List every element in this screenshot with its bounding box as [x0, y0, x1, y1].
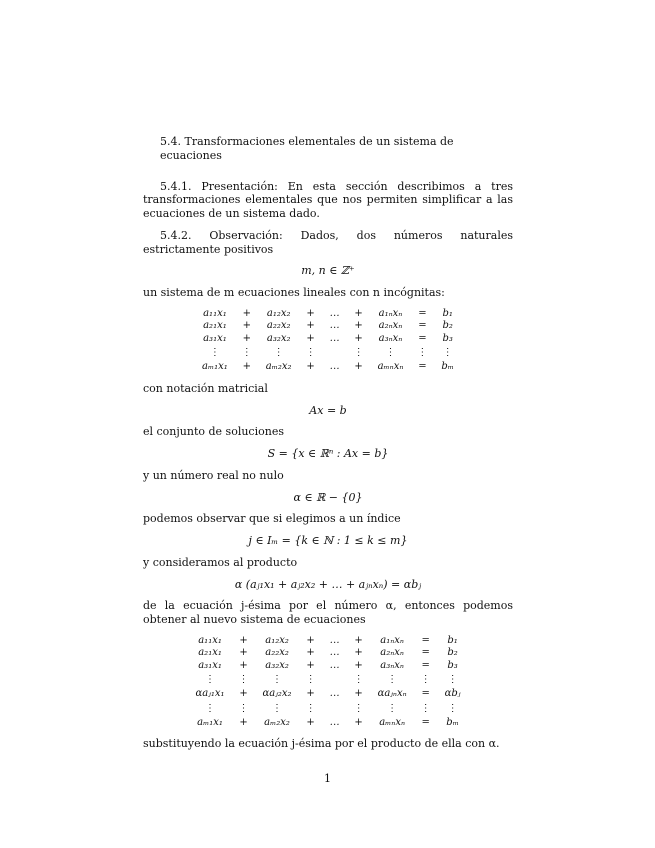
equation-cell: +: [239, 647, 248, 659]
equation-cell: +: [239, 659, 248, 671]
equation-row: [195, 361, 461, 374]
equation-cell: αbⱼ: [444, 688, 461, 700]
equation-cell: [323, 672, 347, 688]
equation-cell: a₁₁x₁: [203, 307, 227, 319]
equation-row: [189, 672, 468, 688]
equation-cell: +: [306, 320, 315, 332]
equation-cell: ⋮: [353, 702, 364, 714]
equation-cell: =: [421, 659, 430, 671]
paragraph-text: En esta sección describimos a tres transformaciones elementales que nos permiten simplificar a las ecuaciones de un sistema dado.: [143, 179, 514, 220]
paragraph-presentacion: [143, 180, 513, 221]
equation-cell: aₘ₁x₁: [202, 361, 228, 373]
paragraph-label: 5.4.1. Presentación:: [160, 179, 278, 193]
equation-cell: +: [354, 716, 363, 728]
equation-cell: ⋮: [387, 702, 398, 714]
equation-cell: +: [306, 659, 315, 671]
equation-cell: =: [421, 716, 430, 728]
equation-cell: [323, 345, 347, 361]
equation-cell: =: [418, 332, 427, 344]
equation-cell: +: [306, 332, 315, 344]
equation-cell: aₘₙxₙ: [377, 361, 404, 373]
equation-system-original: [195, 308, 461, 374]
page-content: [143, 135, 513, 759]
equation-cell: ⋮: [305, 702, 316, 714]
paragraph-observacion: [143, 229, 513, 257]
equation-cell: =: [421, 634, 430, 646]
equation-cell: aₘ₂x₂: [264, 716, 290, 728]
text-notacion: con notación matricial: [143, 381, 268, 395]
equation-cell: …: [329, 307, 340, 319]
equation-system-transformed: [189, 635, 468, 730]
equation-cell: αaⱼ₂x₂: [262, 688, 292, 700]
equation-cell: ⋮: [353, 347, 364, 358]
equation-cell: +: [306, 688, 315, 700]
math-index-set: j ∈ Iₘ = {k ∈ ℕ : 1 ≤ k ≤ m}: [248, 534, 408, 547]
equation-cell: =: [418, 307, 427, 319]
equation-cell: ⋮: [241, 347, 252, 358]
page-number: 1: [324, 772, 331, 785]
equation-cell: ⋮: [238, 674, 249, 685]
equation-cell: ⋮: [305, 347, 316, 358]
equation-cell: ⋮: [272, 674, 283, 685]
equation-cell: +: [354, 688, 363, 700]
equation-cell: …: [329, 659, 340, 671]
equation-row: [189, 647, 468, 660]
equation-cell: +: [242, 332, 251, 344]
text-numero-real: y un número real no nulo: [143, 468, 284, 482]
equation-cell: b₁: [442, 307, 453, 319]
equation-cell: +: [306, 634, 315, 646]
equation-cell: a₂₂x₂: [265, 647, 289, 659]
text-substituyendo: substituyendo la ecuación j-ésima por el producto de ella con α.: [143, 737, 500, 751]
equation-row: [189, 660, 468, 673]
paragraph-label: 5.4.2. Observación:: [160, 228, 283, 242]
equation-cell: aₘ₂x₂: [265, 361, 292, 373]
equation-cell: a₃₂x₂: [266, 332, 291, 344]
text-producto: y consideramos al producto: [143, 555, 298, 569]
equation-cell: …: [329, 320, 340, 332]
equation-cell: ⋮: [420, 702, 431, 714]
equation-cell: a₁₂x₂: [266, 307, 291, 319]
equation-row: [195, 308, 461, 321]
equation-cell: +: [306, 361, 315, 373]
equation-row: [195, 333, 461, 346]
equation-cell: b₂: [447, 647, 458, 659]
equation-row: [195, 320, 461, 333]
equation-cell: +: [306, 716, 315, 728]
section-title: Transformaciones elementales de un sistema de ecuaciones: [160, 135, 454, 162]
equation-cell: +: [354, 659, 363, 671]
equation-cell: a₁₂x₂: [265, 634, 289, 646]
equation-cell: =: [421, 688, 430, 700]
paragraph-text: Dados, dos números naturales estrictamente positivos: [143, 228, 513, 256]
equation-cell: +: [239, 634, 248, 646]
equation-cell: a₁₁x₁: [198, 634, 222, 646]
section-heading: [160, 135, 513, 163]
equation-cell: …: [329, 361, 340, 373]
equation-cell: +: [239, 688, 248, 700]
equation-row: [189, 701, 468, 717]
equation-cell: b₃: [447, 659, 458, 671]
equation-cell: ⋮: [305, 674, 316, 685]
equation-cell: bₘ: [446, 716, 459, 728]
equation-cell: ⋮: [209, 347, 220, 358]
equation-cell: +: [354, 647, 363, 659]
equation-cell: αaⱼ₁x₁: [195, 688, 225, 700]
math-ax-b: Ax = b: [309, 403, 347, 417]
math-m-n: m, n ∈ ℤ⁺: [301, 264, 355, 278]
equation-cell: +: [354, 361, 363, 373]
equation-row: [195, 345, 461, 361]
math-alpha: α ∈ ℝ − {0}: [293, 490, 363, 504]
text-conjunto: el conjunto de soluciones: [143, 425, 284, 439]
equation-cell: ⋮: [353, 674, 364, 685]
math-product: α (aⱼ₁x₁ + aⱼ₂x₂ + … + aⱼₙxₙ) = αbⱼ: [234, 577, 422, 591]
equation-cell: ⋮: [238, 702, 249, 714]
equation-cell: a₂₂x₂: [266, 320, 291, 332]
math-solution-set: S = {x ∈ ℝⁿ : Ax = b}: [267, 447, 389, 460]
equation-cell: +: [354, 634, 363, 646]
equation-cell: a₂₁x₁: [198, 647, 222, 659]
equation-cell: =: [418, 361, 427, 373]
equation-cell: a₁ₙxₙ: [380, 634, 404, 646]
equation-cell: b₂: [442, 320, 453, 332]
text-indice: podemos observar que si elegimos a un índice: [143, 512, 401, 526]
equation-cell: αaⱼₙxₙ: [377, 688, 407, 700]
equation-cell: ⋮: [447, 674, 458, 685]
equation-row: [189, 688, 468, 701]
text-nuevo-sistema: de la ecuación j-ésima por el número α, entonces podemos obtener al nuevo sistema de ecuaciones: [143, 599, 513, 626]
equation-cell: …: [329, 716, 340, 728]
equation-cell: aₘₙxₙ: [379, 716, 406, 728]
equation-cell: +: [354, 320, 363, 332]
section-number: 5.4.: [160, 135, 181, 148]
equation-cell: aₘ₁x₁: [197, 716, 223, 728]
equation-cell: =: [418, 320, 427, 332]
equation-cell: +: [306, 307, 315, 319]
equation-cell: +: [354, 332, 363, 344]
equation-cell: …: [329, 647, 340, 659]
equation-cell: ⋮: [420, 674, 431, 685]
equation-cell: …: [329, 688, 340, 700]
equation-cell: ⋮: [442, 347, 453, 358]
equation-cell: ⋮: [447, 702, 458, 714]
equation-cell: b₃: [442, 332, 453, 344]
equation-cell: bₘ: [441, 361, 454, 373]
equation-cell: +: [242, 320, 251, 332]
text-sistema: un sistema de m ecuaciones lineales con n incógnitas:: [143, 286, 445, 299]
equation-row: [189, 635, 468, 648]
equation-row: [189, 717, 468, 730]
equation-cell: ⋮: [272, 702, 283, 714]
equation-cell: …: [329, 634, 340, 646]
equation-cell: ⋮: [273, 347, 284, 358]
equation-cell: ⋮: [387, 674, 398, 685]
equation-cell: +: [242, 307, 251, 319]
equation-cell: b₁: [447, 634, 458, 646]
equation-cell: …: [329, 332, 340, 344]
equation-cell: +: [306, 647, 315, 659]
equation-cell: a₃ₙxₙ: [380, 659, 404, 671]
equation-cell: a₂ₙxₙ: [378, 320, 403, 332]
equation-cell: +: [242, 361, 251, 373]
equation-cell: a₁ₙxₙ: [378, 307, 403, 319]
equation-cell: ⋮: [205, 674, 216, 685]
equation-cell: ⋮: [385, 347, 396, 358]
equation-cell: [323, 701, 347, 717]
equation-cell: +: [354, 307, 363, 319]
equation-cell: a₃₂x₂: [265, 659, 289, 671]
equation-cell: a₃ₙxₙ: [378, 332, 403, 344]
equation-cell: a₃₁x₁: [203, 332, 227, 344]
equation-cell: a₃₁x₁: [198, 659, 222, 671]
equation-cell: ⋮: [417, 347, 428, 358]
equation-cell: a₂₁x₁: [203, 320, 227, 332]
equation-cell: =: [421, 647, 430, 659]
equation-cell: a₂ₙxₙ: [380, 647, 404, 659]
equation-cell: ⋮: [205, 702, 216, 714]
equation-cell: +: [239, 716, 248, 728]
